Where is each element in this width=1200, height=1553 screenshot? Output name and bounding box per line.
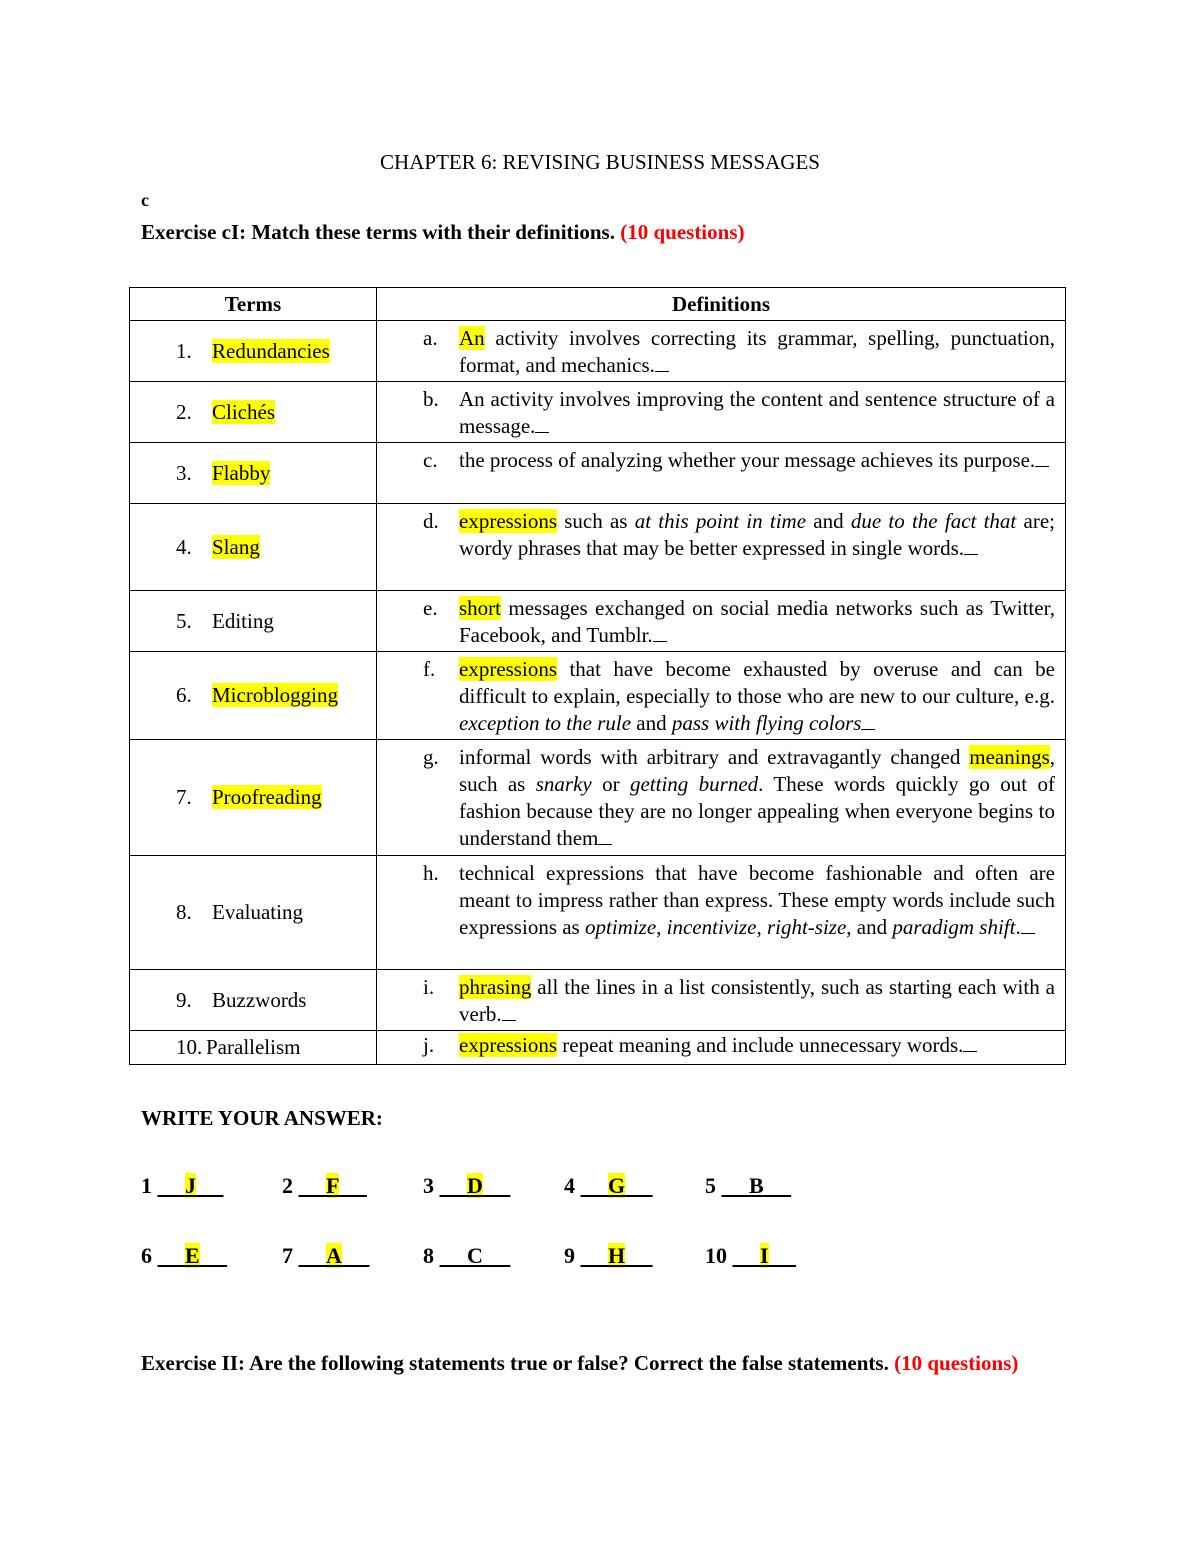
answer-item bbox=[423, 1243, 564, 1269]
table-row bbox=[130, 1031, 1066, 1065]
answer-number: 5 bbox=[705, 1173, 722, 1198]
answer-blank bbox=[440, 1243, 468, 1268]
definition-text: An activity involves improving the content and sentence structure of a message. bbox=[459, 387, 1055, 438]
answer-number: 9 bbox=[564, 1243, 581, 1268]
definition-text: phrasing all the lines in a list consistently, such as starting each with a verb. bbox=[459, 975, 1055, 1026]
answer-item bbox=[705, 1173, 846, 1199]
definition-text: expressions that have become exhausted by overuse and can be difficult to explain, especially to those who are new to our culture, e.g. exception to the rule and pass with flying colors bbox=[459, 657, 1055, 735]
answer-blank bbox=[299, 1173, 327, 1198]
term-cell bbox=[130, 443, 377, 504]
answer-item bbox=[564, 1243, 705, 1269]
term-label: Slang bbox=[212, 534, 260, 559]
answer-number: 1 bbox=[141, 1173, 158, 1198]
term-label: Flabby bbox=[212, 460, 271, 485]
definition-cell bbox=[377, 652, 1066, 740]
term-cell bbox=[130, 652, 377, 740]
definition-cell bbox=[377, 970, 1066, 1031]
answer-blank bbox=[581, 1243, 609, 1268]
term-number: 9. bbox=[176, 987, 192, 1012]
answer-blank bbox=[722, 1173, 750, 1198]
definition-text: informal words with arbitrary and extravagantly changed meanings, such as snarky or getting burned. These words quickly go out of fashion because they are no longer appealing when everyone begins to understand them bbox=[459, 745, 1055, 850]
definition-letter: d. bbox=[423, 509, 439, 533]
answer-blank bbox=[764, 1173, 792, 1198]
answer-value: G bbox=[608, 1173, 626, 1198]
answer-value: I bbox=[760, 1243, 769, 1268]
definition-cell bbox=[377, 856, 1066, 970]
answer-value: F bbox=[326, 1173, 340, 1198]
term-cell bbox=[130, 856, 377, 970]
term-label: Parallelism bbox=[206, 1035, 301, 1059]
term-cell bbox=[130, 1031, 377, 1065]
exercise-1-question-count: (10 questions) bbox=[620, 220, 745, 244]
table-row bbox=[130, 504, 1066, 591]
definition-cell bbox=[377, 443, 1066, 504]
definition-letter: h. bbox=[423, 861, 439, 885]
answer-blank bbox=[625, 1243, 653, 1268]
definition-cell bbox=[377, 321, 1066, 382]
answer-item bbox=[282, 1173, 423, 1199]
term-number: 1. bbox=[176, 338, 192, 363]
answer-blank bbox=[483, 1173, 511, 1198]
table-row bbox=[130, 591, 1066, 652]
answer-value: J bbox=[185, 1173, 196, 1198]
answer-item bbox=[705, 1243, 846, 1269]
definition-text: expressions repeat meaning and include unnecessary words. bbox=[459, 1032, 1055, 1059]
answer-number: 8 bbox=[423, 1243, 440, 1268]
answer-blank bbox=[299, 1243, 327, 1268]
answer-blank bbox=[342, 1243, 370, 1268]
definition-text: An activity involves correcting its grammar, spelling, punctuation, format, and mechanics. bbox=[459, 326, 1055, 377]
definition-text: technical expressions that have become fashionable and often are meant to impress rather than express. These empty words include such expressions as optimize, incentivize, right-size, and paradigm shift. bbox=[459, 861, 1055, 939]
answer-blank bbox=[158, 1243, 186, 1268]
table-row bbox=[130, 652, 1066, 740]
exercise-2-instruction: Exercise II: Are the following statements true or false? Correct the false statements. bbox=[141, 1351, 889, 1375]
exercise-2-question-count: (10 questions) bbox=[894, 1351, 1019, 1375]
answer-value: D bbox=[467, 1173, 483, 1198]
definition-text: the process of analyzing whether your message achieves its purpose. bbox=[459, 447, 1055, 474]
definition-letter: b. bbox=[423, 387, 439, 411]
term-number: 5. bbox=[176, 608, 192, 633]
answer-row-1 bbox=[141, 1173, 846, 1199]
term-number: 4. bbox=[176, 534, 192, 559]
answer-item bbox=[423, 1173, 564, 1199]
answer-blank bbox=[483, 1243, 511, 1268]
term-cell bbox=[130, 382, 377, 443]
answer-row-2 bbox=[141, 1243, 846, 1269]
exercise-2-heading bbox=[141, 1348, 1061, 1378]
matching-table bbox=[129, 287, 1066, 1065]
answer-item bbox=[141, 1243, 282, 1269]
exercise-1-heading bbox=[141, 218, 745, 246]
answer-blank bbox=[733, 1243, 761, 1268]
answer-blank bbox=[581, 1173, 609, 1198]
answer-blank bbox=[625, 1173, 653, 1198]
definition-text: expressions such as at this point in time and due to the fact that are; wordy phrases that may be better expressed in single words. bbox=[459, 509, 1055, 560]
answer-value: E bbox=[185, 1243, 200, 1268]
term-label: Microblogging bbox=[212, 683, 338, 707]
term-label: Redundancies bbox=[212, 338, 330, 363]
definition-letter: c. bbox=[423, 448, 438, 472]
definition-letter: f. bbox=[423, 657, 436, 681]
definition-cell bbox=[377, 1031, 1066, 1065]
definition-letter: e. bbox=[423, 596, 438, 620]
answer-blank bbox=[769, 1243, 797, 1268]
answer-item bbox=[141, 1173, 282, 1199]
exercise-1-instruction: Exercise cI: Match these terms with their definitions. bbox=[141, 220, 615, 244]
term-label: Clichés bbox=[212, 399, 275, 424]
answer-number: 2 bbox=[282, 1173, 299, 1198]
answer-value: H bbox=[608, 1243, 626, 1268]
answer-number: 10 bbox=[705, 1243, 733, 1268]
term-cell bbox=[130, 321, 377, 382]
table-row bbox=[130, 970, 1066, 1031]
term-label: Editing bbox=[212, 608, 274, 633]
table-row bbox=[130, 740, 1066, 856]
answer-number: 7 bbox=[282, 1243, 299, 1268]
term-cell bbox=[130, 740, 377, 856]
answer-blank bbox=[440, 1173, 468, 1198]
terms-column-header: Terms bbox=[130, 288, 377, 321]
definition-cell bbox=[377, 740, 1066, 856]
term-cell bbox=[130, 970, 377, 1031]
answer-item bbox=[282, 1243, 423, 1269]
definition-letter: i. bbox=[423, 975, 435, 999]
table-row bbox=[130, 321, 1066, 382]
answer-number: 3 bbox=[423, 1173, 440, 1198]
table-row bbox=[130, 856, 1066, 970]
term-number: 7. bbox=[176, 785, 192, 809]
answer-value: A bbox=[326, 1243, 342, 1268]
term-number: 8. bbox=[176, 900, 192, 924]
answer-number: 4 bbox=[564, 1173, 581, 1198]
answer-blank bbox=[196, 1173, 224, 1198]
table-row bbox=[130, 382, 1066, 443]
matching-table-body bbox=[130, 321, 1066, 1065]
answer-value: B bbox=[749, 1173, 764, 1198]
definition-letter: j. bbox=[423, 1033, 435, 1057]
term-number: 2. bbox=[176, 399, 192, 424]
definition-cell bbox=[377, 504, 1066, 591]
term-label: Evaluating bbox=[212, 900, 303, 924]
answer-blank bbox=[158, 1173, 186, 1198]
answer-value: C bbox=[467, 1243, 483, 1268]
definition-letter: a. bbox=[423, 326, 438, 350]
answer-item bbox=[564, 1173, 705, 1199]
answer-number: 6 bbox=[141, 1243, 158, 1268]
definition-letter: g. bbox=[423, 745, 439, 769]
write-answer-heading: WRITE YOUR ANSWER: bbox=[141, 1106, 383, 1130]
term-label: Proofreading bbox=[212, 785, 322, 809]
term-cell bbox=[130, 504, 377, 591]
term-number: 3. bbox=[176, 460, 192, 485]
definition-cell bbox=[377, 382, 1066, 443]
definition-cell bbox=[377, 591, 1066, 652]
term-number: 10. bbox=[176, 1035, 203, 1059]
chapter-title: CHAPTER 6: REVISING BUSINESS MESSAGES bbox=[380, 150, 820, 174]
answer-blank bbox=[339, 1173, 367, 1198]
term-number: 6. bbox=[176, 683, 192, 707]
definition-text: short messages exchanged on social media networks such as Twitter, Facebook, and Tumblr. bbox=[459, 596, 1055, 647]
stray-character: c bbox=[141, 190, 149, 210]
answer-blank bbox=[200, 1243, 228, 1268]
table-row bbox=[130, 443, 1066, 504]
term-label: Buzzwords bbox=[212, 987, 307, 1012]
term-cell bbox=[130, 591, 377, 652]
definitions-column-header: Definitions bbox=[377, 288, 1066, 321]
